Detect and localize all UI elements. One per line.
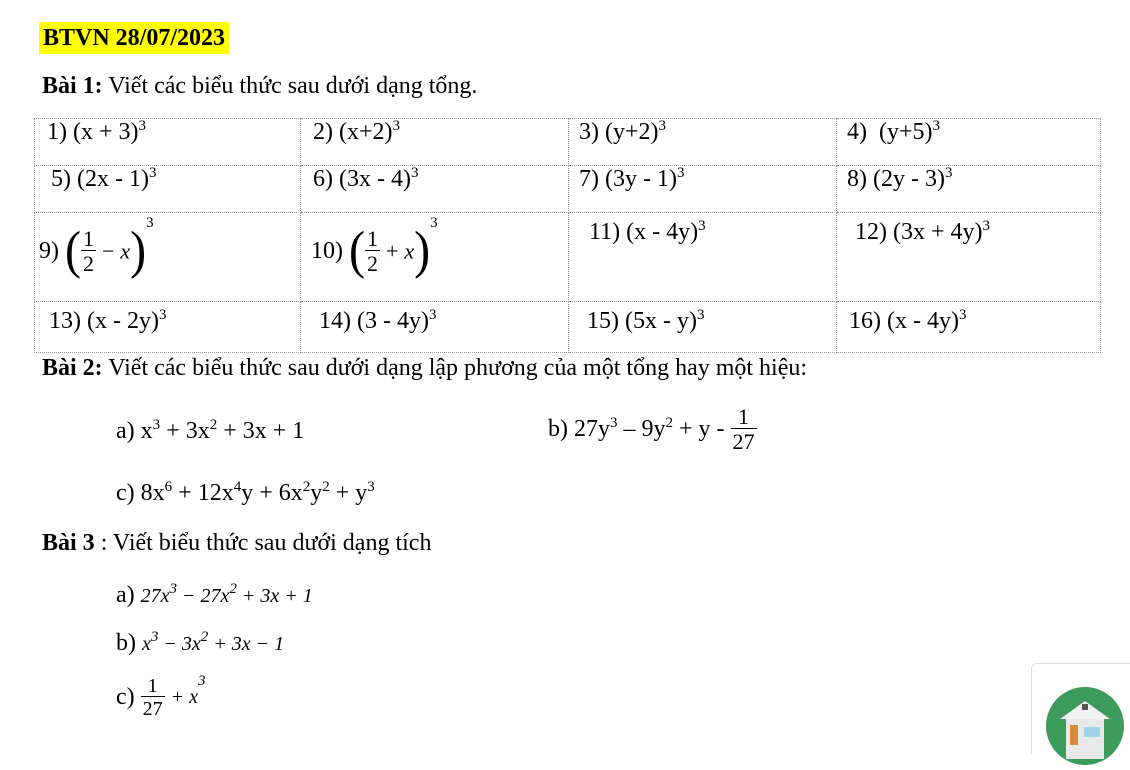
table-cell: 4) $(y+5)^3$ bbox=[837, 119, 1101, 166]
table-cell: 10) ( $\frac{1}{2}$ + x)$^3$ bbox=[301, 213, 569, 302]
bai2-label: Bài 2: bbox=[42, 355, 103, 381]
table-cell: 6) (3x - 4)$^3$ bbox=[301, 166, 569, 213]
bai3-item-c: c) $\frac{1}{27}$ + $x^3$ bbox=[116, 673, 206, 720]
bai2-item-a: a) $x^3 + 3x^2 + 3x + 1$ bbox=[116, 417, 305, 444]
bai2-heading bbox=[42, 355, 807, 382]
bai3-item-b: b) $x^3 - 3x^2 + 3x - 1$ bbox=[116, 629, 285, 656]
table-cell: 14) (3 - 4y)$^3$ bbox=[301, 302, 569, 353]
bai2-text: Viết các biểu thức sau dưới dạng lập phương của một tổng hay một hiệu: bbox=[102, 355, 808, 381]
table-cell: 3) $(y+2)^3$ bbox=[569, 119, 837, 166]
bai2-item-b: b) $27y^3 - 9y^2 + y$ - $\frac{1}{27}$ bbox=[548, 404, 755, 454]
bai1-heading bbox=[42, 73, 477, 100]
bai2-item-c: c) $8x^6 + 12x^4y + 6x^2y^2 + y^3$ bbox=[116, 479, 375, 506]
table-cell: 16) (x - 4y)$^3$ bbox=[837, 302, 1101, 353]
house-icon[interactable] bbox=[1046, 687, 1124, 765]
bai1-label: Bài 1: bbox=[42, 73, 103, 99]
page-title: BTVN 28/07/2023 bbox=[39, 22, 229, 54]
bai1-table bbox=[34, 118, 1101, 353]
table-cell: 8) (2y - 3)$^3$ bbox=[837, 166, 1101, 213]
table-cell: 13) (x - 2y)$^3$ bbox=[35, 302, 301, 353]
bai3-heading bbox=[42, 530, 431, 557]
table-cell: 2) $(x+2)^3$ bbox=[301, 119, 569, 166]
table-cell: 12) $(3x + 4y)^3$ bbox=[837, 213, 1101, 302]
bai1-text: Viết các biểu thức sau dưới dạng tổng. bbox=[102, 73, 478, 99]
table-cell: 9) ( $\frac{1}{2}$ − x)$^3$ bbox=[35, 213, 301, 302]
table-cell: 7) (3y - 1)$^3$ bbox=[569, 166, 837, 213]
bai3-text: : Viết biểu thức sau dưới dạng tích bbox=[94, 530, 432, 556]
table-cell: 15) (5x - y)$^3$ bbox=[569, 302, 837, 353]
bai3-label: Bài 3 bbox=[42, 530, 95, 556]
table-cell: 5) (2x - 1)$^3$ bbox=[35, 166, 301, 213]
table-cell: 1) $(x + 3)^3$ bbox=[35, 119, 301, 166]
table-cell: 11) (x - 4y)$^3$ bbox=[569, 213, 837, 302]
bai3-item-a: a) $27x^3 - 27x^2 + 3x + 1$ bbox=[116, 581, 313, 608]
